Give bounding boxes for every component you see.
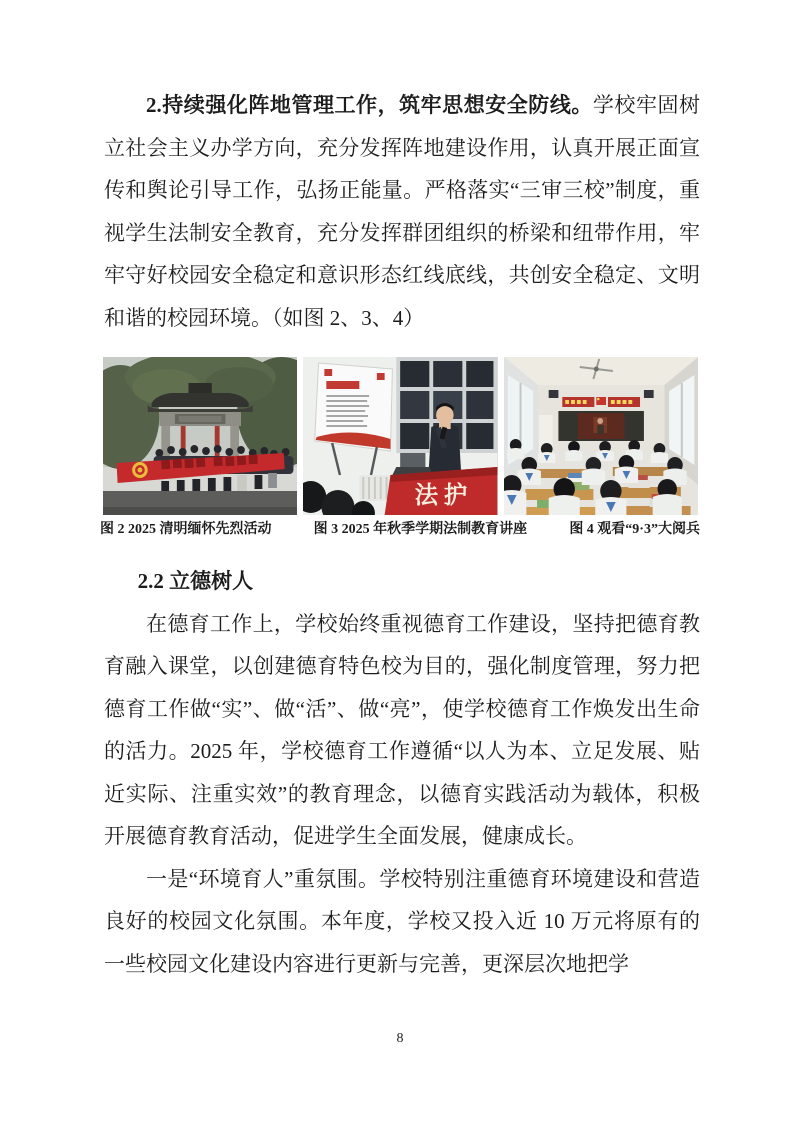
paragraph-body-text: 学校牢固树立社会主义办学方向，充分发挥阵地建设作用，认真开展正面宣传和舆论引导工作，弘扬正能量。严格落实“三审三校”制度，重视学生法制安全教育，充分发挥群团组织的桥梁和纽带作用，牢牢守好校园安全稳定和意识形态红线底线，共创安全稳定、文明和谐的校园环境。（如图 2、3、4） bbox=[104, 93, 701, 330]
caption-fig2: 图 2 2025 清明缅怀先烈活动 bbox=[100, 522, 272, 537]
figure-row bbox=[103, 357, 698, 515]
section-heading: 2.2 立德树人 bbox=[137, 569, 254, 593]
paragraph-huanjing-yuren: 一是“环境育人”重氛围。学校特别注重德育环境建设和营造良好的校园文化氛围。本年度，学校又投入近 10 万元将原有的一些校园文化建设内容进行更新与完善，更深层次地把学 bbox=[104, 866, 700, 976]
lecture-photo-illustration bbox=[303, 357, 497, 515]
figure-captions bbox=[100, 518, 700, 538]
photo-qingming-memorial bbox=[103, 357, 297, 515]
caption-fig3: 图 3 2025 年秋季学期法制教育讲座 bbox=[313, 522, 528, 537]
paragraph-lead-bold: 2.持续强化阵地管理工作，筑牢思想安全防线。 bbox=[146, 93, 593, 117]
paragraph-deyu-overview: 在德育工作上，学校始终重视德育工作建设，坚持把德育教育融入课堂，以创建德育特色校为目的，强化制度管理，努力把德育工作做“实”、做“活”、做“亮”，使学校德育工作焕发出生命的活力。2025 年，学校德育工作遵循“以人为本、立足发展、贴近实际、注重实效”的教育理念，以德育实践活动为载体，积极开展德育教育活动，促进学生全面发展，健康成长。 bbox=[104, 611, 700, 848]
tablecloth-text: 法 护 bbox=[415, 482, 468, 510]
paragraph-zhendi-guanli bbox=[104, 84, 700, 339]
section-lideshuren bbox=[104, 560, 700, 985]
memorial-gate-photo-illustration bbox=[103, 357, 297, 515]
photo-legal-lecture bbox=[303, 357, 497, 515]
classroom-photo-illustration bbox=[504, 357, 698, 515]
page-number: 8 bbox=[396, 1031, 404, 1046]
photo-parade-classroom bbox=[504, 357, 698, 515]
caption-fig4: 图 4 观看“9·3”大阅兵 bbox=[569, 522, 700, 537]
